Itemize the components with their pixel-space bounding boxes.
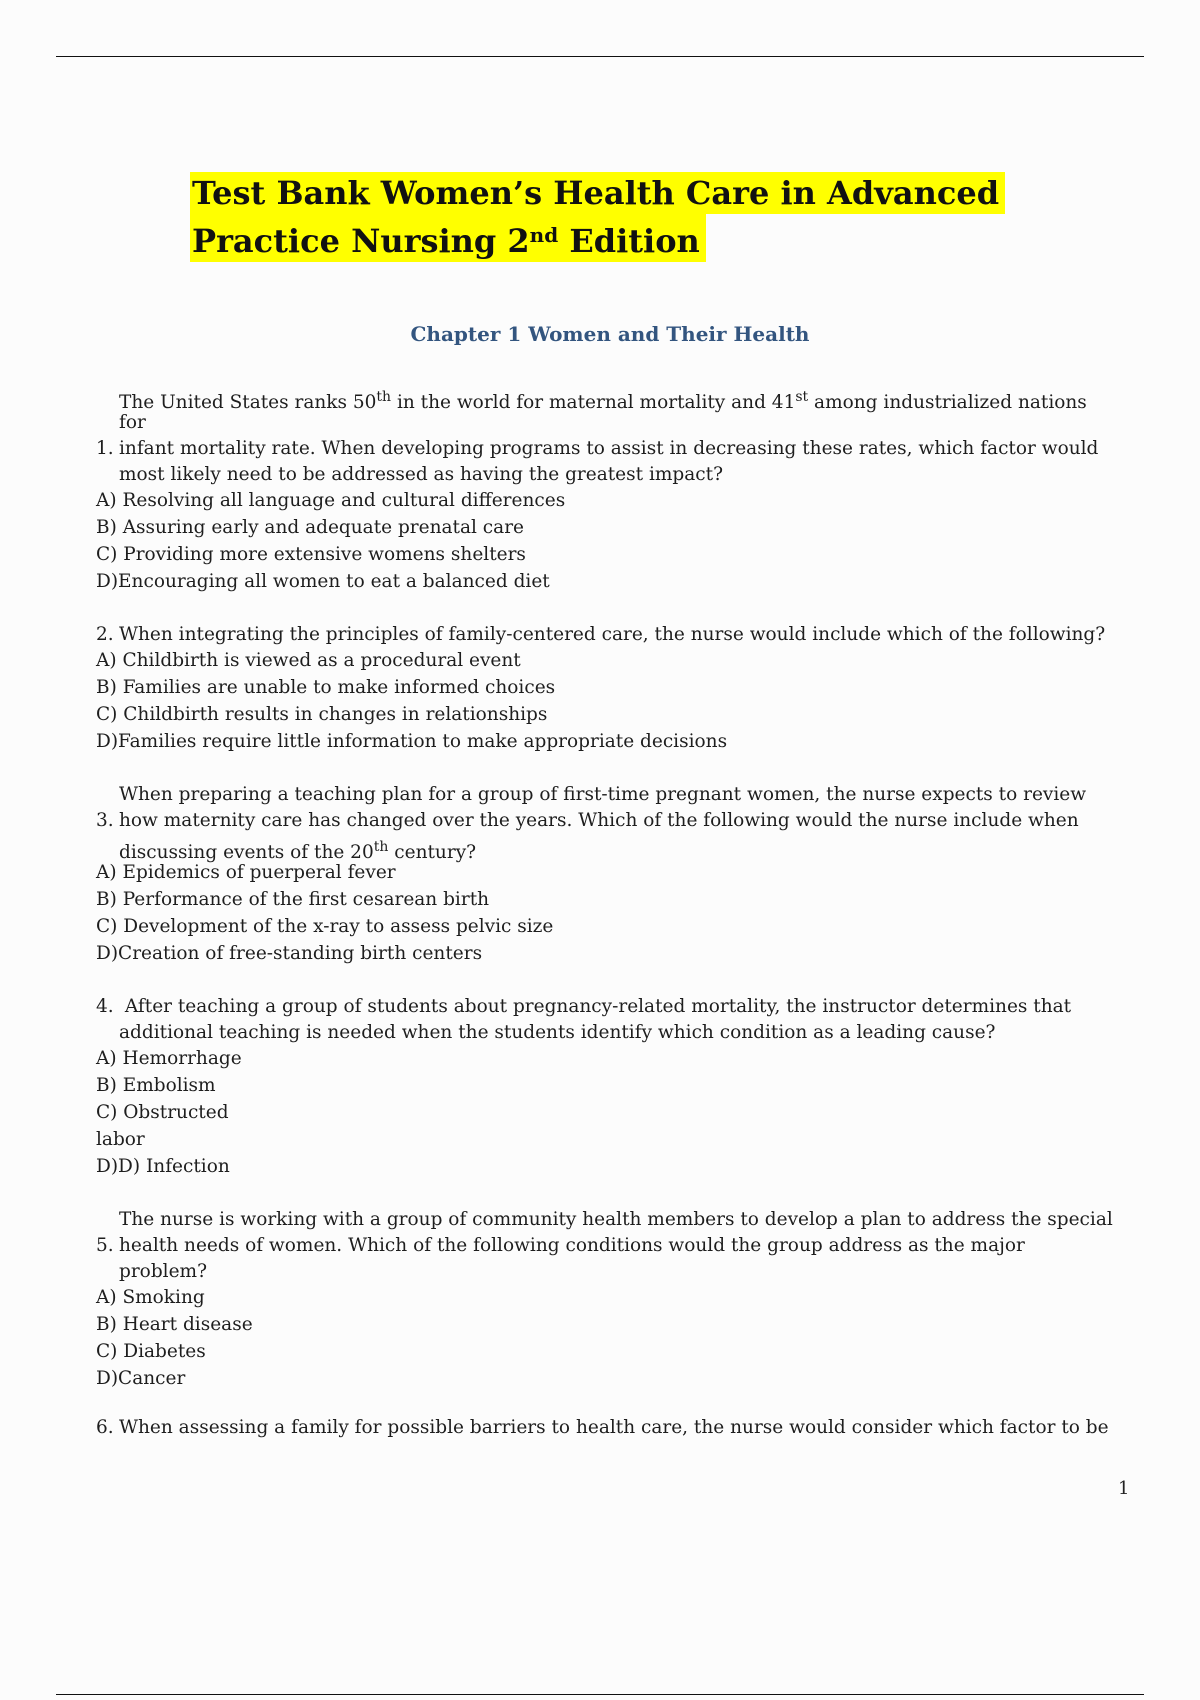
question-2: [96, 622, 1116, 756]
document-title: [190, 172, 1000, 262]
spacer: [96, 596, 1116, 622]
question-number: 2.: [96, 624, 114, 645]
answer-option-d: D)Encouraging all women to eat a balanced diet: [96, 571, 550, 592]
answer-option-b: B) Assuring early and adequate prenatal care: [96, 517, 524, 538]
spacer: [96, 756, 1116, 782]
question-text-line: 4. After teaching a group of students about pregnancy-related mortality, the instructor determines that: [96, 994, 1116, 1020]
answer-option-d: D)D) Infection: [96, 1156, 230, 1177]
answer-option-a: A) Childbirth is viewed as a procedural event: [96, 650, 521, 671]
answer-option-c: C) Diabetes: [96, 1341, 206, 1362]
question-text-line: 3. how maternity care has changed over the years. Which of the following would the nurse include when: [96, 808, 1116, 834]
spacer: [96, 968, 1116, 994]
answer-option-a: A) Hemorrhage: [96, 1048, 242, 1069]
spacer: [96, 1393, 1116, 1415]
question-text-line: When preparing a teaching plan for a group of first-time pregnant women, the nurse expects to review: [119, 784, 1087, 805]
answer-option-d: D)Cancer: [96, 1368, 186, 1389]
question-text-line: The United States ranks 50th in the world for maternal mortality and 41st among industrialized nations: [119, 389, 1087, 413]
question-text-line: discussing events of the 20th century?: [119, 839, 477, 863]
question-text-line: for: [119, 412, 146, 433]
spacer: [96, 1181, 1116, 1207]
question-text-line: most likely need to be addressed as having the greatest impact?: [119, 464, 723, 485]
answer-option-d: D)Creation of free-standing birth centers: [96, 943, 483, 964]
answer-option-a: A) Resolving all language and cultural differences: [96, 490, 566, 511]
answer-option-d: D)Families require little information to make appropriate decisions: [96, 731, 728, 752]
question-number: 6.: [96, 1417, 114, 1438]
question-number: 1.: [96, 438, 114, 459]
page-number: 1: [1118, 1478, 1130, 1499]
answer-option-b: B) Families are unable to make informed choices: [96, 677, 556, 698]
question-list: [96, 384, 1116, 1441]
answer-option-b: B) Heart disease: [96, 1314, 253, 1335]
top-rule: [56, 56, 1144, 57]
question-4: [96, 994, 1116, 1181]
question-text-line: 1. infant mortality rate. When developing programs to assist in decreasing these rates, which factor would: [96, 436, 1116, 462]
question-number: 3.: [96, 810, 114, 831]
bottom-rule: [56, 1694, 1144, 1695]
title-line-2: Practice Nursing 2nd Edition: [190, 214, 706, 262]
question-3: [96, 782, 1116, 968]
title-line-1: Test Bank Women’s Health Care in Advanced: [190, 172, 1005, 214]
answer-option-c: C) Childbirth results in changes in relationships: [96, 704, 548, 725]
answer-option-c: C) Obstructed: [96, 1102, 229, 1123]
question-text-line: 5. health needs of women. Which of the following conditions would the group address as the major: [96, 1233, 1116, 1259]
question-6: [96, 1415, 1116, 1441]
answer-option-c-continued: labor: [96, 1129, 145, 1150]
question-number: 5.: [96, 1235, 114, 1256]
question-5: [96, 1207, 1116, 1393]
answer-option-a: A) Smoking: [96, 1287, 205, 1308]
question-text-line: 6. When assessing a family for possible barriers to health care, the nurse would consider which factor to be: [96, 1415, 1116, 1441]
question-text-line: 2. When integrating the principles of family-centered care, the nurse would include which of the following?: [96, 622, 1116, 648]
answer-option-b: B) Performance of the first cesarean birth: [96, 889, 490, 910]
question-1: [96, 384, 1116, 596]
answer-option-c: C) Providing more extensive womens shelters: [96, 544, 526, 565]
question-text-line: additional teaching is needed when the students identify which condition as a leading cause?: [119, 1022, 996, 1043]
question-text-line: The nurse is working with a group of community health members to develop a plan to address the special: [119, 1209, 1113, 1230]
question-text-line: problem?: [119, 1261, 207, 1282]
answer-option-c: C) Development of the x-ray to assess pelvic size: [96, 916, 554, 937]
answer-option-b: B) Embolism: [96, 1075, 216, 1096]
question-number: 4.: [96, 996, 114, 1017]
answer-option-a: A) Epidemics of puerperal fever: [96, 862, 396, 883]
chapter-heading: Chapter 1 Women and Their Health: [410, 322, 810, 346]
